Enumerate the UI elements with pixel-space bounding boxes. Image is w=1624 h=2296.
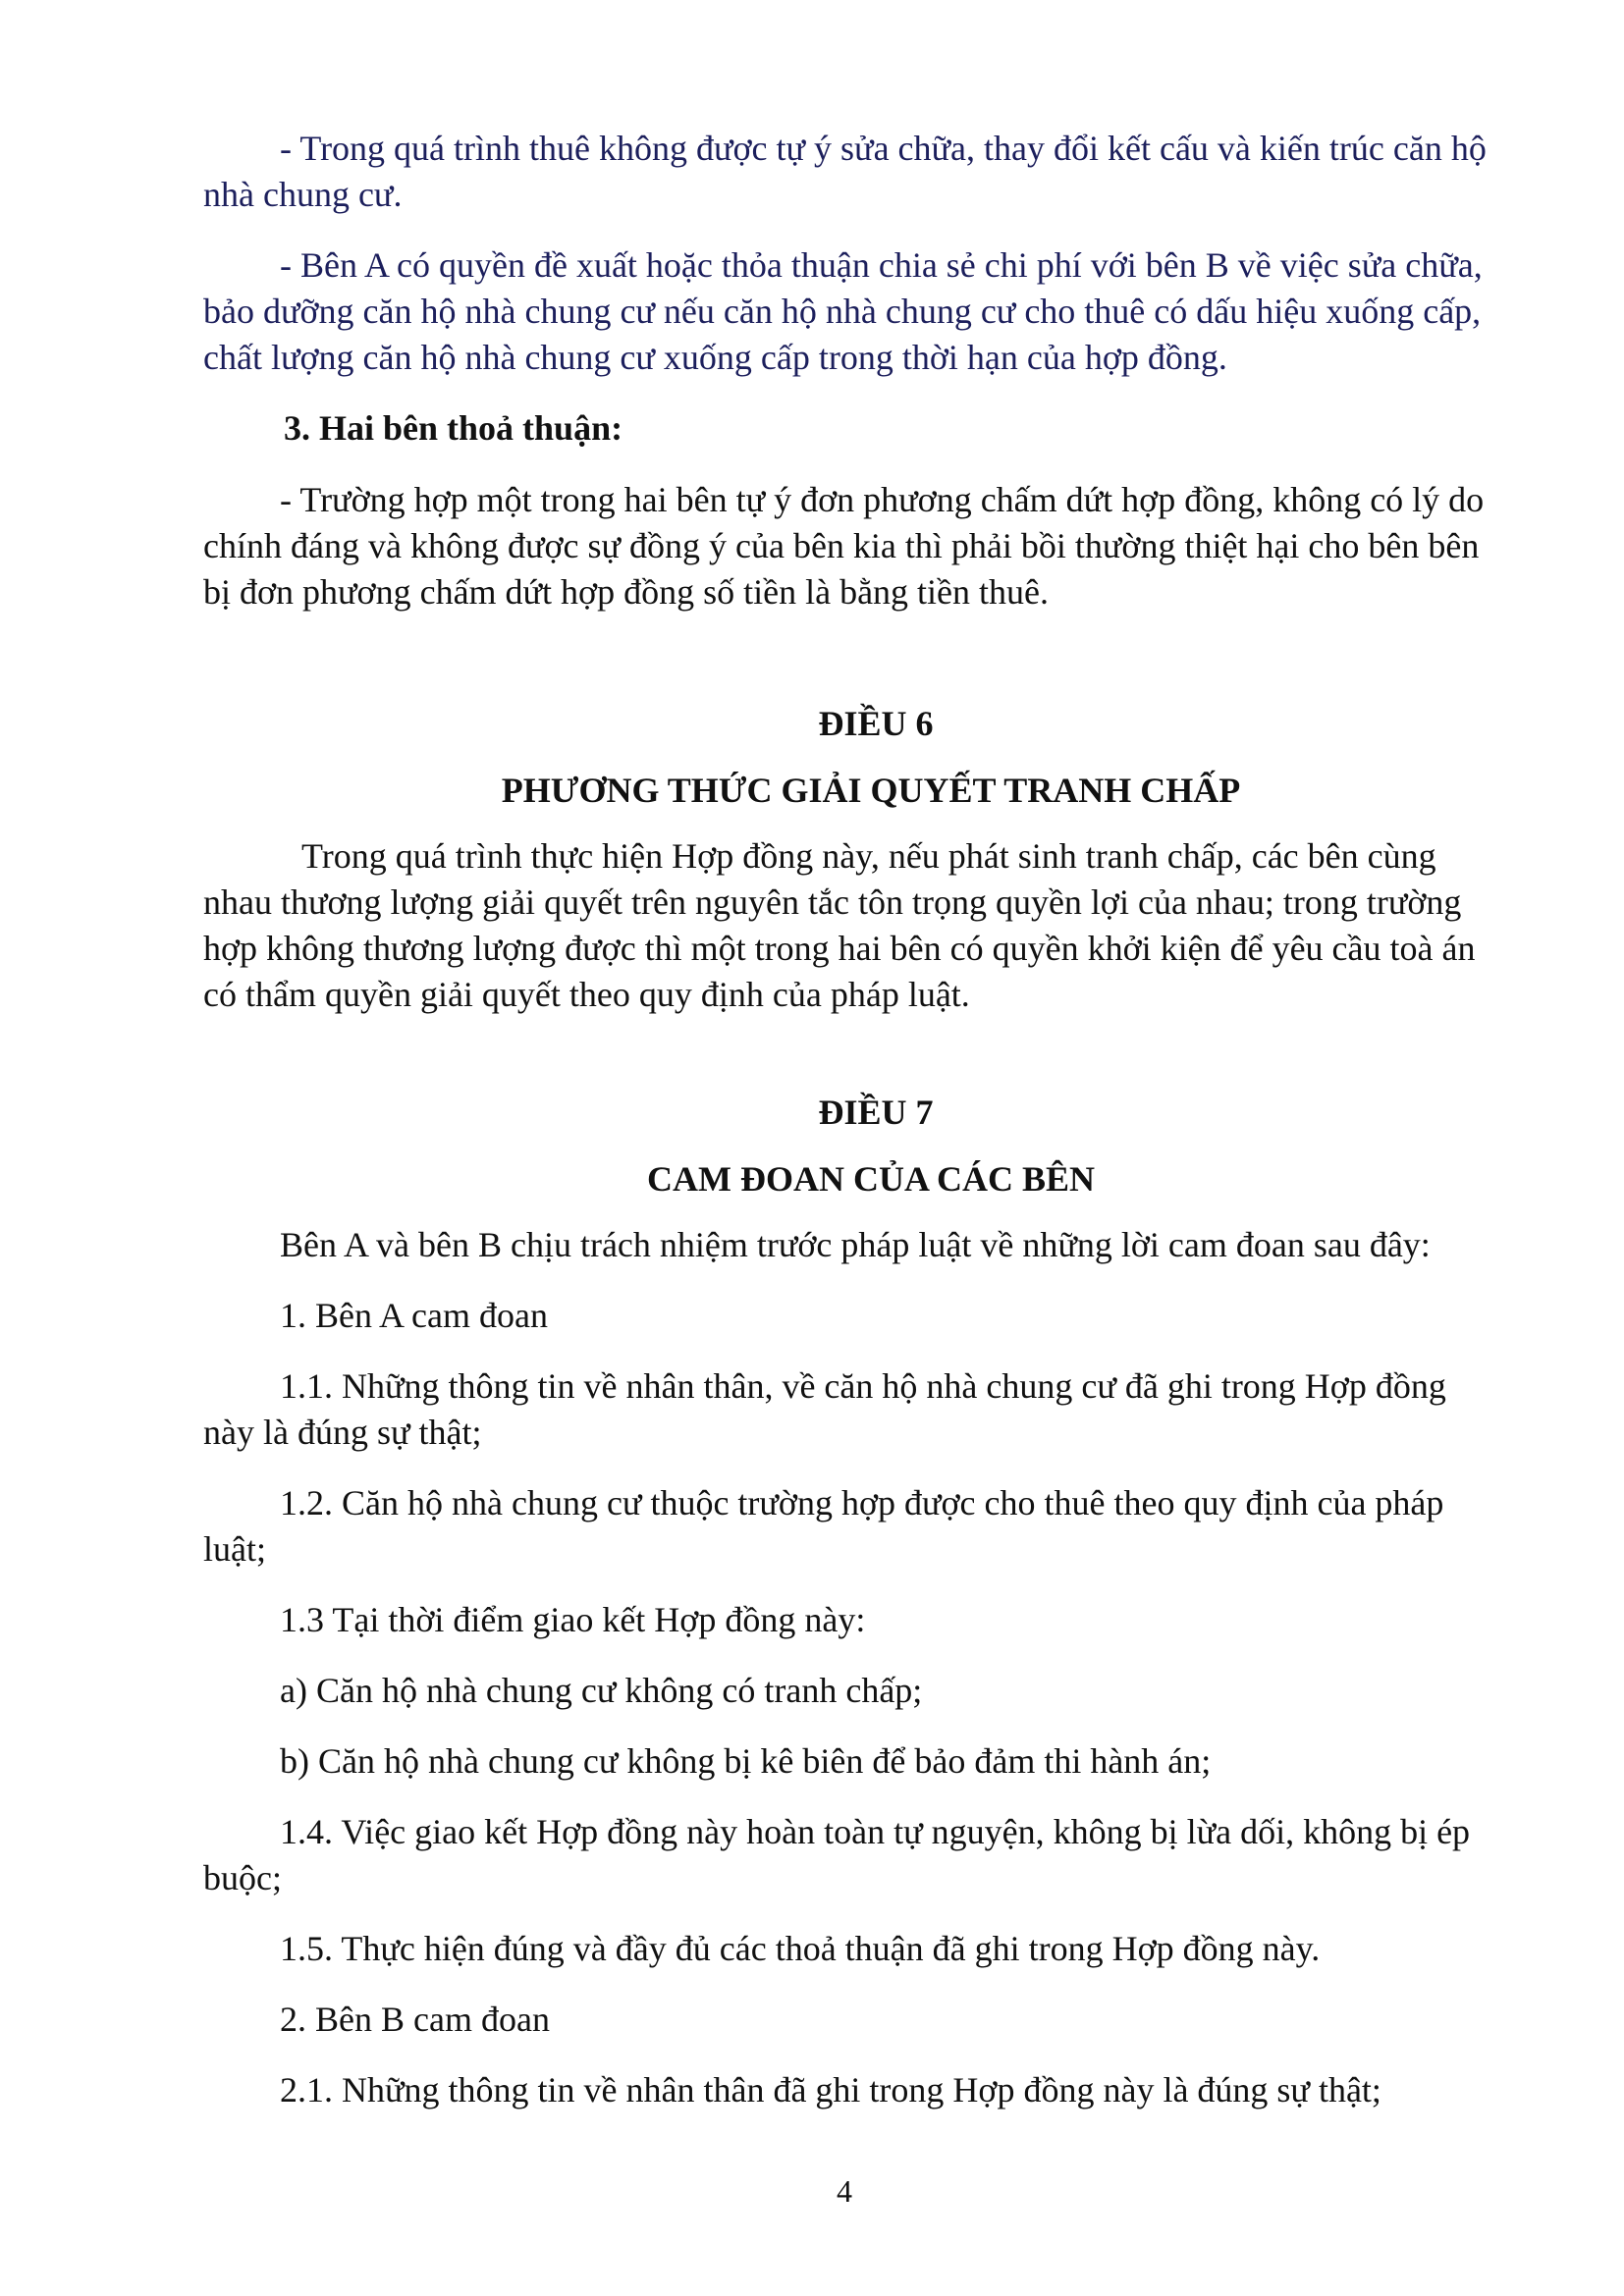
article-7-item-2-1: 2.1. Những thông tin về nhân thân đã ghi trong Hợp đồng này là đúng sự thật; xyxy=(280,2070,1381,2109)
subheading-mutual-agreement: 3. Hai bên thoả thuận: xyxy=(284,408,623,448)
article-7-item-1-4: 1.4. Việc giao kết Hợp đồng này hoàn toàn tự nguyện, không bị lừa dối, không bị ép buộc; xyxy=(203,1812,1471,1897)
spacer xyxy=(203,640,1499,701)
spacer xyxy=(203,1042,1499,1090)
paragraph-unilateral-termination: - Trường hợp một trong hai bên tự ý đơn phương chấm dứt hợp đồng, không có lý do chính đáng và không được sự đồng ý của bên kia thì phải bồi thường thiệt hại cho bên bên bị đơn phương chấm dứt hợp đồng số tiền là bằng tiền thuê. xyxy=(203,480,1485,612)
paragraph-cost-sharing: - Bên A có quyền đề xuất hoặc thỏa thuận chia sẻ chi phí với bên B về việc sửa chữa, bảo dưỡng căn hộ nhà chung cư nếu căn hộ nhà chung cư cho thuê có dấu hiệu xuống cấp, chất lượng căn hộ nhà chung cư xuống cấp trong thời hạn của hợp đồng. xyxy=(203,245,1483,377)
article-7-party-a-heading: 1. Bên A cam đoan xyxy=(280,1296,548,1335)
article-7-item-1-3-a: a) Căn hộ nhà chung cư không có tranh chấp; xyxy=(280,1671,923,1710)
article-6-title: PHƯƠNG THỨC GIẢI QUYẾT TRANH CHẤP xyxy=(501,771,1241,810)
article-7-item-1-1: 1.1. Những thông tin về nhân thân, về căn hộ nhà chung cư đã ghi trong Hợp đồng này là đúng sự thật; xyxy=(203,1366,1446,1452)
article-6-body: Trong quá trình thực hiện Hợp đồng này, nếu phát sinh tranh chấp, các bên cùng nhau thương lượng giải quyết trên nguyên tắc tôn trọng quyền lợi của nhau; trong trường hợp không thương lượng được thì một trong hai bên có quyền khởi kiện để yêu cầu toà án có thẩm quyền giải quyết theo quy định của pháp luật. xyxy=(203,836,1476,1014)
article-7-party-b-heading: 2. Bên B cam đoan xyxy=(280,2000,550,2039)
article-7-number: ĐIỀU 7 xyxy=(818,1093,934,1132)
article-7-intro: Bên A và bên B chịu trách nhiệm trước pháp luật về những lời cam đoan sau đây: xyxy=(280,1225,1431,1264)
page-content xyxy=(203,126,1499,2138)
page-number: 4 xyxy=(837,2173,852,2209)
article-7-item-1-3-b: b) Căn hộ nhà chung cư không bị kê biên để bảo đảm thi hành án; xyxy=(280,1741,1212,1781)
article-7-item-1-5: 1.5. Thực hiện đúng và đầy đủ các thoả thuận đã ghi trong Hợp đồng này. xyxy=(280,1929,1321,1968)
article-7-item-1-2: 1.2. Căn hộ nhà chung cư thuộc trường hợp được cho thuê theo quy định của pháp luật; xyxy=(203,1483,1444,1569)
article-7-title: CAM ĐOAN CỦA CÁC BÊN xyxy=(647,1159,1095,1199)
article-6-number: ĐIỀU 6 xyxy=(818,704,934,743)
paragraph-no-structural-changes: - Trong quá trình thuê không được tự ý sửa chữa, thay đổi kết cấu và kiến trúc căn hộ nhà chung cư. xyxy=(203,129,1487,214)
article-7-item-1-3: 1.3 Tại thời điểm giao kết Hợp đồng này: xyxy=(280,1600,866,1639)
